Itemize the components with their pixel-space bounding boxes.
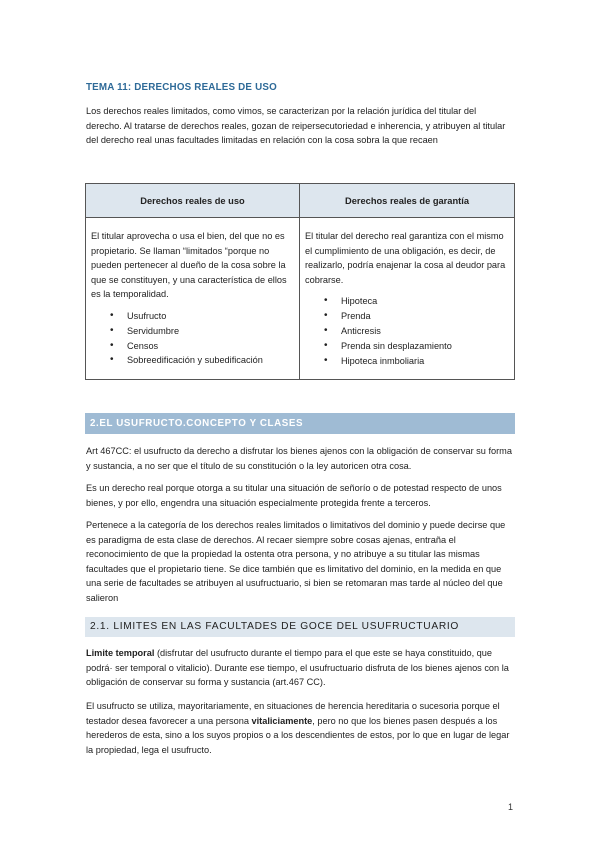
paragraph-art467: Art 467CC: el usufructo da derecho a disfrutar los bienes ajenos con la obligación de conservar su forma y sustancia, a no ser que el título de su constitución o la ley autoricen otra cosa. — [86, 446, 512, 471]
page-number: 1 — [508, 802, 514, 812]
list-item: • Servidumbre — [91, 324, 293, 339]
list-item: • Hipoteca — [305, 294, 508, 309]
garantia-list — [305, 294, 508, 368]
rights-comparison-table — [85, 183, 515, 380]
uso-description: El titular aprovecha o usa el bien, del que no es propietario. Se llaman “limitados “porque no pueden pertenecer al dueño de la cosa sobre la que se constituyen, y una característica de ellos es la temporalidad. — [91, 231, 287, 300]
paragraph-uso-sucesorio: El usufructo se utiliza, mayoritariamente, en situaciones de herencia hereditaria o sucesoria porque el testador desea favorecer a una persona vitaliciamente, pero no que los bienes pasen después a los herederos de esta, sino a los suyos propios o a los descendientes de estos, por lo que en lugar de legar la propiedad, lega el usufructo. — [86, 701, 510, 755]
section-heading-text: 2.EL USUFRUCTO.CONCEPTO Y CLASES — [90, 418, 304, 429]
list-item: • Censos — [91, 339, 293, 354]
paragraph-limite-temporal: Limite temporal (disfrutar del usufructo durante el tiempo para el que este se haya constituido, que podrá· ser temporal o vitalicio). Durante ese tiempo, el usufructuario disfruta de los bienes ajenos con la obligación de conservar su forma y sustancia (art.467 CC). — [86, 648, 509, 688]
paragraph-categoria: Pertenece a la categoría de los derechos reales limitados o limitativos del dominio y puede decirse que es paradigma de esta clase de derechos. Al recaer siempre sobre cosas ajenas, entraña el reconocimiento de que la propiedad la ostenta otra persona, y no atribuye a su titular las mismas facultades que el propietario tiene. Se dice también que es limitativo del dominio, en la medida en que una serie de facultades se atribuyen al usufructuario, si bien se retomaran mas tarde al núcleo del que salieron — [86, 520, 506, 603]
page-title: TEMA 11: DERECHOS REALES DE USO — [86, 82, 277, 93]
uso-list — [91, 309, 293, 368]
section-heading-usufructo — [85, 413, 515, 434]
bold-term: Limite temporal — [86, 648, 155, 658]
paragraph-derecho-real: Es un derecho real porque otorga a su titular una situación de señorío o de potestad respecto de unos bienes, y por ello, engendra una situación especialmente protegida frente a terceros. — [86, 483, 502, 508]
list-item: • Prenda — [305, 309, 508, 324]
garantia-description: El titular del derecho real garantiza con el mismo el cumplimiento de una obligación, es decir, de realizarlo, podría enajenar la cosa al deudor para cobrarse. — [305, 231, 506, 285]
table-header-garantia: Derechos reales de garantía — [300, 184, 515, 218]
bold-term: vitaliciamente — [251, 715, 313, 726]
subsection-heading-limites — [85, 617, 515, 637]
table-cell-garantia — [300, 218, 515, 380]
table-header-uso: Derechos reales de uso — [86, 184, 300, 218]
subsection-heading-text: 2.1. LIMITES EN LAS FACULTADES DE GOCE DEL USUFRUCTUARIO — [90, 621, 460, 632]
intro-paragraph: Los derechos reales limitados, como vimos, se caracterizan por la relación jurídica del titular del derecho. Al tratarse de derechos reales, gozan de reipersecutoriedad e inherencia, y atribuyen al titular del derecho real unas facultades limitadas en relación con la cosa sobra la que recaen — [86, 106, 506, 146]
list-item: • Anticresis — [305, 324, 508, 339]
table-cell-uso — [86, 218, 300, 380]
list-item: • Prenda sin desplazamiento — [305, 339, 508, 354]
list-item: • Sobreedificación y subedificación — [91, 353, 293, 368]
list-item: • Hipoteca inmboliaria — [305, 354, 508, 369]
list-item: • Usufructo — [91, 309, 293, 324]
